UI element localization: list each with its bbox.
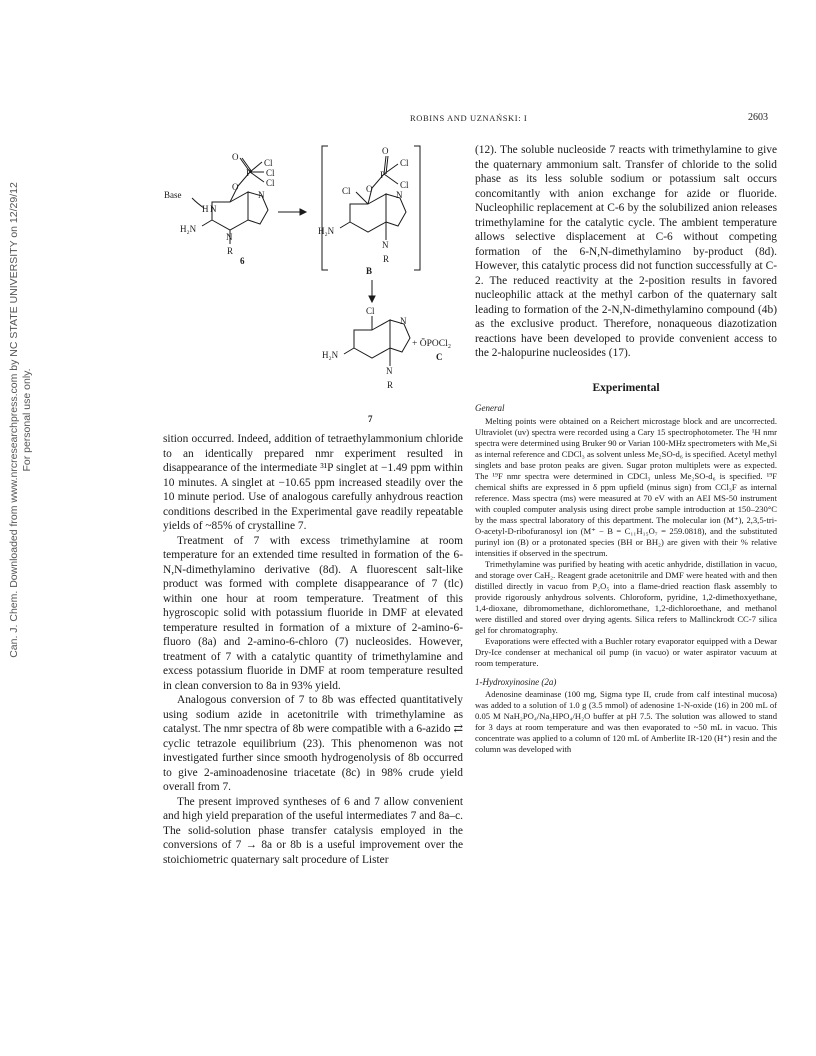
- running-head: ROBINS AND UZNAŃSKI: I: [410, 113, 528, 123]
- atom-label: H₂N: [322, 350, 339, 360]
- body-paragraph: sition occurred. Indeed, addition of tetraethylammonium chloride to an identically prepared nmr experiment resulted in disappearance of the intermediate ³¹P singlet at −1.49 ppm within 10 minutes. A singlet at −10.65 ppm increased steadily over the 10 minute period. Use of analogous carefully anhydrous reaction conditions described in the Experimental gave readily repeatable yields of ~85% of crystalline 7.: [163, 433, 463, 532]
- atom-label: N: [386, 366, 393, 376]
- atom-label: N: [396, 190, 403, 200]
- atom-label: H₂N: [318, 226, 335, 236]
- subsection-heading-general: General: [475, 403, 505, 413]
- reaction-scheme-drawing: [150, 140, 470, 430]
- atom-label: N: [382, 240, 389, 250]
- atom-label: Cl: [264, 158, 273, 168]
- right-column: [475, 143, 777, 755]
- atom-label: O: [382, 146, 389, 156]
- atom-label: H₂N: [180, 224, 197, 234]
- atom-label: Cl: [400, 158, 409, 168]
- experimental-paragraph: Trimethylamine was purified by heating with acetic anhydride, distillation in vacuo, and storage over CaH₂. Reagent grade acetonitrile and DMF were heated with and then distilled directly in vacuo from P₂O₅ into a flame-dried reaction flask assembly to provide rigorously anhydrous solvents. Chloroform, pyridine, 1,2-dimethoxyethane, 1,4-dioxane, dibromomethane, dichloromethane, 1,2-dichloroethane, and methanol were distilled and stored over drying agents. Silica refers to Mallinckrodt CC-7 silica gel for chromatography.: [475, 558, 777, 635]
- atom-label: R: [227, 246, 234, 256]
- atom-label: N: [400, 316, 407, 326]
- atom-label: R: [387, 380, 394, 390]
- watermark-line-2: For personal use only.: [21, 368, 34, 472]
- atom-label: P: [380, 170, 386, 180]
- atom-label: Cl: [366, 306, 375, 316]
- left-column: [163, 432, 463, 867]
- compound-label: 6: [240, 256, 245, 266]
- coproduct-label: + ŌPOCl₂: [412, 339, 452, 349]
- atom-label: N: [210, 204, 217, 214]
- atom-label: P: [246, 168, 252, 178]
- compound-label: C: [436, 352, 443, 362]
- atom-label: Cl: [400, 180, 409, 190]
- atom-label: Cl: [342, 186, 351, 196]
- watermark-line-1: Can. J. Chem. Downloaded from www.nrcresearchpress.com by NC STATE UNIVERSITY on 12/29/12: [8, 182, 21, 658]
- atom-label: O: [232, 152, 239, 162]
- atom-label: N: [258, 190, 265, 200]
- body-paragraph: (12). The soluble nucleoside 7 reacts with trimethylamine to give the quaternary ammonium salt. Transfer of chloride to the solid phase as its less soluble sodium or potassium salt occurs concomitantly with anion exchange for azide or fluoride. Nucleophilic replacement at C-6 by the solubilized anion releases trimethylamine for the catalytic cycle. The ambient temperature allows selective displacement at C-6 without competing formation of the 6-N,N-dimethylamino by-product (8d). However, this catalytic process did not function successfully at C-2. The reduced reactivity at the 2-position results in favored nucleophilic attack at the methyl carbon of the quaternary salt leading to formation of the 2-N,N-dimethylamino compound (4b) as the exclusive product. Therefore, nonaqueous diazotization reactions have been developed to provide convenient access to the 2-halopurine nucleosides (17).: [475, 144, 777, 359]
- experimental-paragraph: Melting points were obtained on a Reichert microstage block and are uncorrected. Ultraviolet (uv) spectra were recorded using a Cary 15 spectrophotometer. The ¹H nmr spectra were determined using Bruker 90 or Varian 100-MHz spectrometers with Me₄Si as internal reference and CDCl₃ as solvent unless Me₂SO-d₆ is specified. Acetyl methyl singlets and base proton peaks are given. Sugar proton multiplets were as expected. The ¹⁹F nmr spectra were determined in CDCl₃ unless Me₂SO-d₆ is specified. ¹⁹F chemical shifts are expressed in δ ppm upfield (minus sign) from CCl₃F as internal reference. Mass spectra (ms) were measured at 70 eV with an AEI MS-50 instrument with coupled computer analysis using direct probe sample introduction at 150–230°C by the mass spectral laboratory of this department. The molecular ion (M⁺), 2,3,5-tri-O-acetyl-D-ribofuranosyl ion (M⁺ − B = C₁₁H₁₅O₇ = 259.0818), and the substituted purinyl ion (B) or a protonated species (BH or BH₂) are given with their % relative intensities if observed in the spectrum.: [475, 415, 777, 558]
- body-paragraph: The present improved syntheses of 6 and 7 allow convenient and high yield preparation of the useful intermediates 7 and 8a–c. The solid-solution phase transfer catalysis employed in the conversions of 7 → 8a or 8b is a useful improvement over the stoichiometric quaternary salt procedure of Lister: [163, 795, 463, 866]
- subsection-heading-1-hydroxyinosine: 1-Hydroxyinosine (2a): [475, 676, 557, 687]
- atom-label: O: [232, 182, 239, 192]
- experimental-paragraph: Adenosine deaminase (100 mg, Sigma type II, crude from calf intestinal mucosa) was added to a solution of 1.0 g (3.5 mmol) of adenosine 1-N-oxide (16) in 200 mL of 0.05 M NaH₂PO₄/Na₂HPO₄/H₂O buffer at pH 7.5. The solution was allowed to stand for 3 days at room temperature and was then evaporated to ~50 mL in vacuo. This concentrate was applied to a column of 120 mL of Amberlite IR-120 (H⁺) resin and the column was developed with: [475, 689, 777, 754]
- reaction-scheme: [150, 140, 470, 430]
- download-watermark: [8, 170, 34, 670]
- atom-label: Cl: [266, 178, 275, 188]
- section-title-experimental: Experimental: [592, 381, 660, 394]
- page-number: 2603: [748, 112, 768, 123]
- atom-label: N: [226, 232, 233, 242]
- body-paragraph: Treatment of 7 with excess trimethylamine at room temperature for an extended time resulted in formation of the 6-N,N-dimethylamino derivative (8d). A fluorescent salt-like product was formed with complete disappearance of 7 (tlc) within one hour at room temperature. Treatment of this hygroscopic solid with potassium fluoride in DMF at elevated temperature resulted in formation of a mixture of 2-amino-6-fluoro (8a) and 2-amino-6-chloro (7) nucleosides. However, treatment of 7 with a catalytic quantity of trimethylamine and excess potassium fluoride in DMF at room temperature resulted in clean conversion to 8a in 93% yield.: [163, 534, 463, 692]
- atom-label: O: [366, 184, 373, 194]
- body-paragraph: Analogous conversion of 7 to 8b was effected quantitatively using sodium azide in acetonitrile with trimethylamine as catalyst. The nmr spectra of 8b were compatible with a 6-azido ⇄ cyclic tetrazole equilibrium (23). This phenomenon was not investigated further since smooth hydrogenolysis of 8b occurred to give 2-aminoadenosine triacetate (8c) in 98% crude yield overall from 7.: [163, 694, 463, 793]
- atom-label: H: [202, 204, 209, 214]
- compound-label: 7: [368, 414, 373, 424]
- base-label: Base: [164, 190, 182, 200]
- atom-label: R: [383, 254, 390, 264]
- experimental-paragraph: Evaporations were effected with a Buchler rotary evaporator equipped with a Dewar Dry-Ice condenser at mechanical oil pump (in vacuo) or water aspirator vacuum at room temperature.: [475, 635, 777, 668]
- atom-label: Cl: [266, 168, 275, 178]
- compound-label: B: [366, 266, 373, 276]
